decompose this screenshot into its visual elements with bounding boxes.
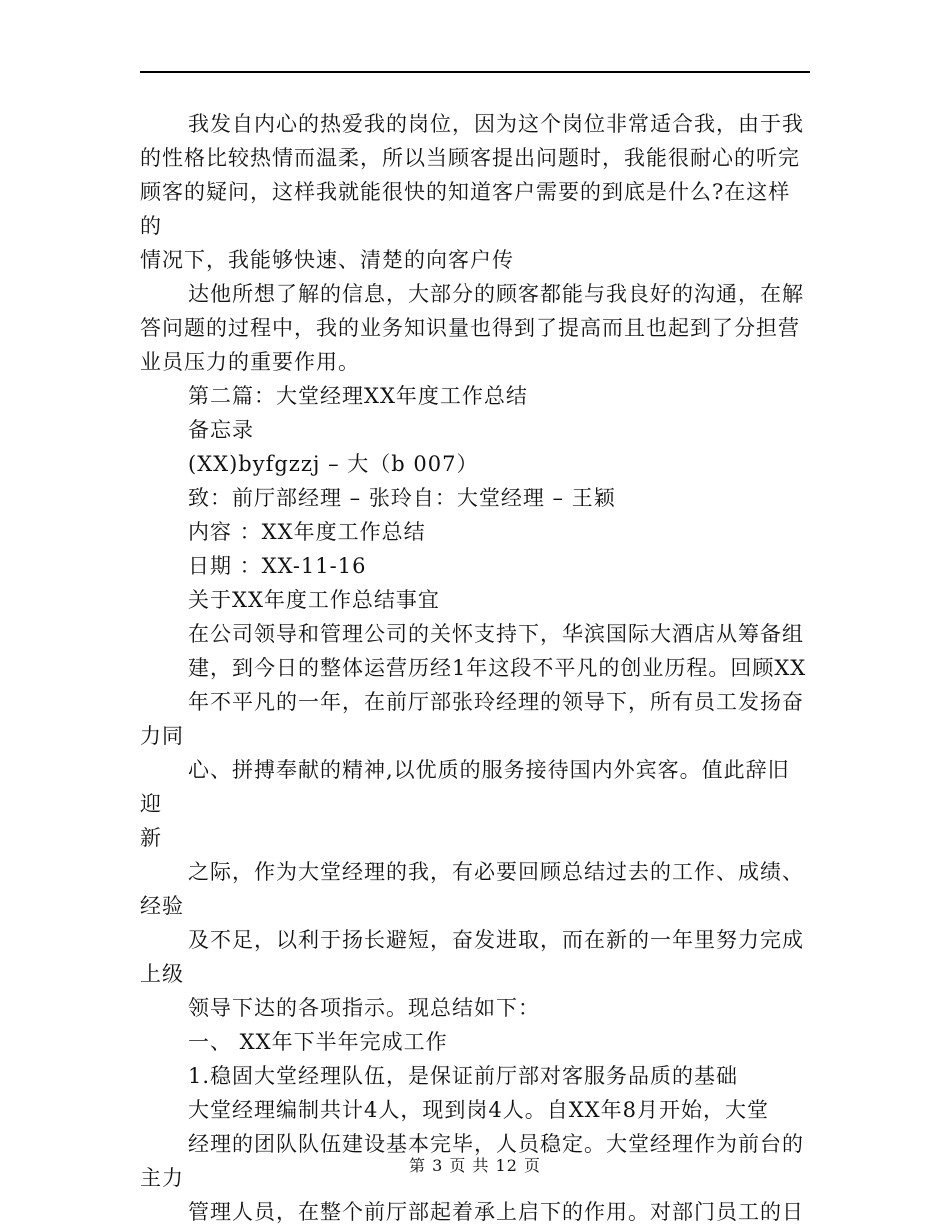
memo-title: 关于XX年度工作总结事宜 xyxy=(188,588,440,612)
memo-to-from: 致：前厅部经理 – 张玲自：大堂经理 – 王颖 xyxy=(188,486,616,510)
section-heading: 第二篇：大堂经理XX年度工作总结 xyxy=(188,384,528,408)
header-rule xyxy=(140,71,810,73)
paragraph-line: 之际，作为大堂经理的我，有必要回顾总结过去的工作、成绩、 xyxy=(188,860,804,884)
document-body xyxy=(140,107,810,1229)
paragraph-line: 新 xyxy=(140,826,162,850)
memo-label: 备忘录 xyxy=(188,418,254,442)
paragraph-line: 情况下，我能够快速、清楚的向客户传 xyxy=(140,248,514,272)
list-heading: 一、 XX年下半年完成工作 xyxy=(188,1030,448,1054)
paragraph-line: 建，到今日的整体运营历经1年这段不平凡的创业历程。回顾XX xyxy=(188,656,807,680)
paragraph-line: 的性格比较热情而温柔，所以当顾客提出问题时，我能很耐心的听完 xyxy=(140,146,800,170)
memo-ref: (XX)byfgzzj – 大（b 007） xyxy=(188,452,479,476)
paragraph-line: 主力 xyxy=(140,1166,184,1190)
paragraph-line: 我发自内心的热爱我的岗位，因为这个岗位非常适合我，由于我 xyxy=(188,112,804,136)
paragraph-line: 及不足，以利于扬长避短，奋发进取，而在新的一年里努力完成 xyxy=(188,928,804,952)
paragraph-line: 年不平凡的一年，在前厅部张玲经理的领导下，所有员工发扬奋 xyxy=(188,690,804,714)
paragraph-line: 经验 xyxy=(140,894,184,918)
page-footer: 第 3 页 共 12 页 xyxy=(409,1156,541,1175)
paragraph-line: 大堂经理编制共计4人，现到岗4人。自XX年8月开始，大堂 xyxy=(188,1098,769,1122)
paragraph-line: 管理人员，在整个前厅部起着承上启下的作用。对部门员工的日 xyxy=(188,1200,804,1224)
paragraph-line: 力同 xyxy=(140,724,184,748)
paragraph-line: 上级 xyxy=(140,962,184,986)
paragraph-line: 顾客的疑问，这样我就能很快的知道客户需要的到底是什么?在这样的 xyxy=(140,180,791,238)
memo-subject: 内容 ：XX年度工作总结 xyxy=(188,520,426,544)
paragraph-line: 经理的团队队伍建设基本完毕，人员稳定。大堂经理作为前台的 xyxy=(188,1132,804,1156)
paragraph-line: 达他所想了解的信息，大部分的顾客都能与我良好的沟通，在解 xyxy=(188,282,804,306)
paragraph-line: 在公司领导和管理公司的关怀支持下，华滨国际大酒店从筹备组 xyxy=(188,622,804,646)
paragraph-line: 业员压力的重要作用。 xyxy=(140,350,360,374)
list-item-heading: 1.稳固大堂经理队伍，是保证前厅部对客服务品质的基础 xyxy=(188,1064,739,1088)
memo-date: 日期 ：XX-11-16 xyxy=(188,554,367,578)
paragraph-line: 答问题的过程中，我的业务知识量也得到了提高而且也起到了分担营 xyxy=(140,316,800,340)
paragraph-line: 心、拼搏奉献的精神,以优质的服务接待国内外宾客。值此辞旧迎 xyxy=(140,758,790,816)
paragraph-line: 领导下达的各项指示。现总结如下： xyxy=(188,996,540,1020)
